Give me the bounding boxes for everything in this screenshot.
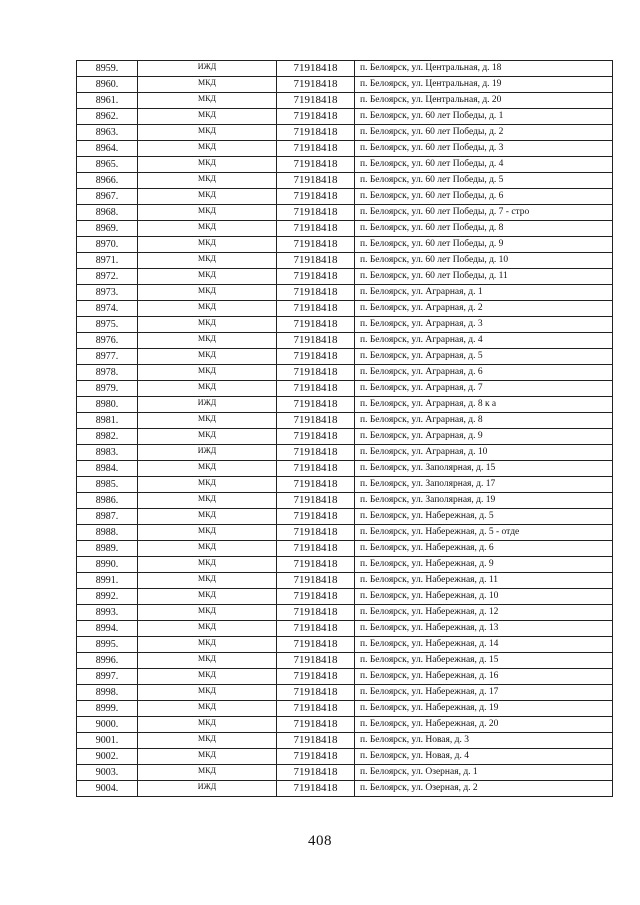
row-number-cell: 8963. xyxy=(77,125,138,141)
table-row xyxy=(77,381,613,397)
oktmo-code-cell: 71918418 xyxy=(277,141,355,157)
row-number-cell: 8999. xyxy=(77,701,138,717)
row-number-cell: 8967. xyxy=(77,189,138,205)
building-type-cell: МКД xyxy=(138,525,277,541)
table-row xyxy=(77,621,613,637)
table-row xyxy=(77,333,613,349)
oktmo-code-cell: 71918418 xyxy=(277,125,355,141)
table-row xyxy=(77,269,613,285)
row-number-cell: 8997. xyxy=(77,669,138,685)
row-number-cell: 8964. xyxy=(77,141,138,157)
address-cell: п. Белоярск, ул. Центральная, д. 20 xyxy=(355,93,613,109)
address-cell: п. Белоярск, ул. 60 лет Победы, д. 1 xyxy=(355,109,613,125)
table-row xyxy=(77,557,613,573)
table-row xyxy=(77,317,613,333)
address-cell: п. Белоярск, ул. Набережная, д. 13 xyxy=(355,621,613,637)
row-number-cell: 8990. xyxy=(77,557,138,573)
table-row xyxy=(77,781,613,797)
building-type-cell: МКД xyxy=(138,221,277,237)
page-number: 408 xyxy=(308,833,332,849)
oktmo-code-cell: 71918418 xyxy=(277,381,355,397)
table-row xyxy=(77,669,613,685)
building-type-cell: МКД xyxy=(138,765,277,781)
oktmo-code-cell: 71918418 xyxy=(277,509,355,525)
row-number-cell: 8961. xyxy=(77,93,138,109)
address-cell: п. Белоярск, ул. Аграрная, д. 2 xyxy=(355,301,613,317)
address-cell: п. Белоярск, ул. Набережная, д. 5 xyxy=(355,509,613,525)
table-row xyxy=(77,397,613,413)
table-row xyxy=(77,205,613,221)
building-type-cell: МКД xyxy=(138,669,277,685)
table-row xyxy=(77,189,613,205)
address-cell: п. Белоярск, ул. 60 лет Победы, д. 5 xyxy=(355,173,613,189)
building-type-cell: МКД xyxy=(138,269,277,285)
address-cell: п. Белоярск, ул. Набережная, д. 12 xyxy=(355,605,613,621)
address-cell: п. Белоярск, ул. Набережная, д. 11 xyxy=(355,573,613,589)
building-type-cell: МКД xyxy=(138,509,277,525)
oktmo-code-cell: 71918418 xyxy=(277,237,355,253)
oktmo-code-cell: 71918418 xyxy=(277,733,355,749)
address-cell: п. Белоярск, ул. Аграрная, д. 7 xyxy=(355,381,613,397)
row-number-cell: 9003. xyxy=(77,765,138,781)
table-row xyxy=(77,141,613,157)
oktmo-code-cell: 71918418 xyxy=(277,221,355,237)
building-type-cell: МКД xyxy=(138,733,277,749)
table-row xyxy=(77,365,613,381)
row-number-cell: 8983. xyxy=(77,445,138,461)
building-type-cell: ИЖД xyxy=(138,397,277,413)
address-cell: п. Белоярск, ул. Заполярная, д. 17 xyxy=(355,477,613,493)
oktmo-code-cell: 71918418 xyxy=(277,333,355,349)
row-number-cell: 8995. xyxy=(77,637,138,653)
row-number-cell: 8971. xyxy=(77,253,138,269)
row-number-cell: 8994. xyxy=(77,621,138,637)
oktmo-code-cell: 71918418 xyxy=(277,765,355,781)
row-number-cell: 8966. xyxy=(77,173,138,189)
oktmo-code-cell: 71918418 xyxy=(277,365,355,381)
table-row xyxy=(77,701,613,717)
oktmo-code-cell: 71918418 xyxy=(277,157,355,173)
table-row xyxy=(77,477,613,493)
table-row xyxy=(77,109,613,125)
table-row xyxy=(77,717,613,733)
row-number-cell: 9000. xyxy=(77,717,138,733)
row-number-cell: 8981. xyxy=(77,413,138,429)
oktmo-code-cell: 71918418 xyxy=(277,445,355,461)
building-type-cell: МКД xyxy=(138,461,277,477)
building-type-cell: МКД xyxy=(138,317,277,333)
oktmo-code-cell: 71918418 xyxy=(277,301,355,317)
oktmo-code-cell: 71918418 xyxy=(277,781,355,797)
table-row xyxy=(77,237,613,253)
building-type-cell: МКД xyxy=(138,157,277,173)
row-number-cell: 8998. xyxy=(77,685,138,701)
oktmo-code-cell: 71918418 xyxy=(277,413,355,429)
oktmo-code-cell: 71918418 xyxy=(277,109,355,125)
table-row xyxy=(77,589,613,605)
table-row xyxy=(77,493,613,509)
table-row xyxy=(77,429,613,445)
address-cell: п. Белоярск, ул. Набережная, д. 17 xyxy=(355,685,613,701)
address-cell: п. Белоярск, ул. Озерная, д. 1 xyxy=(355,765,613,781)
oktmo-code-cell: 71918418 xyxy=(277,253,355,269)
building-type-cell: МКД xyxy=(138,125,277,141)
address-cell: п. Белоярск, ул. Набережная, д. 10 xyxy=(355,589,613,605)
oktmo-code-cell: 71918418 xyxy=(277,653,355,669)
table-row xyxy=(77,509,613,525)
table-row xyxy=(77,541,613,557)
row-number-cell: 8992. xyxy=(77,589,138,605)
address-cell: п. Белоярск, ул. Набережная, д. 5 - отде xyxy=(355,525,613,541)
row-number-cell: 8982. xyxy=(77,429,138,445)
oktmo-code-cell: 71918418 xyxy=(277,349,355,365)
table-row xyxy=(77,637,613,653)
table-row xyxy=(77,685,613,701)
row-number-cell: 9002. xyxy=(77,749,138,765)
row-number-cell: 8996. xyxy=(77,653,138,669)
address-cell: п. Белоярск, ул. 60 лет Победы, д. 8 xyxy=(355,221,613,237)
table-row xyxy=(77,605,613,621)
building-type-cell: МКД xyxy=(138,189,277,205)
building-type-cell: МКД xyxy=(138,173,277,189)
building-type-cell: МКД xyxy=(138,685,277,701)
building-type-cell: МКД xyxy=(138,477,277,493)
building-type-cell: МКД xyxy=(138,253,277,269)
oktmo-code-cell: 71918418 xyxy=(277,77,355,93)
address-cell: п. Белоярск, ул. 60 лет Победы, д. 4 xyxy=(355,157,613,173)
oktmo-code-cell: 71918418 xyxy=(277,573,355,589)
table-row xyxy=(77,157,613,173)
oktmo-code-cell: 71918418 xyxy=(277,93,355,109)
table-row xyxy=(77,749,613,765)
row-number-cell: 8987. xyxy=(77,509,138,525)
address-cell: п. Белоярск, ул. Центральная, д. 18 xyxy=(355,61,613,77)
row-number-cell: 8965. xyxy=(77,157,138,173)
row-number-cell: 8986. xyxy=(77,493,138,509)
address-cell: п. Белоярск, ул. Новая, д. 3 xyxy=(355,733,613,749)
row-number-cell: 8969. xyxy=(77,221,138,237)
oktmo-code-cell: 71918418 xyxy=(277,477,355,493)
address-cell: п. Белоярск, ул. 60 лет Победы, д. 2 xyxy=(355,125,613,141)
oktmo-code-cell: 71918418 xyxy=(277,557,355,573)
building-type-cell: МКД xyxy=(138,109,277,125)
building-type-cell: МКД xyxy=(138,365,277,381)
oktmo-code-cell: 71918418 xyxy=(277,717,355,733)
table-row xyxy=(77,765,613,781)
building-type-cell: МКД xyxy=(138,493,277,509)
building-type-cell: МКД xyxy=(138,77,277,93)
address-cell: п. Белоярск, ул. Аграрная, д. 8 xyxy=(355,413,613,429)
address-cell: п. Белоярск, ул. Аграрная, д. 1 xyxy=(355,285,613,301)
address-cell: п. Белоярск, ул. Заполярная, д. 15 xyxy=(355,461,613,477)
address-cell: п. Белоярск, ул. Набережная, д. 16 xyxy=(355,669,613,685)
address-cell: п. Белоярск, ул. Центральная, д. 19 xyxy=(355,77,613,93)
oktmo-code-cell: 71918418 xyxy=(277,285,355,301)
building-type-cell: МКД xyxy=(138,749,277,765)
building-type-cell: МКД xyxy=(138,333,277,349)
building-type-cell: МКД xyxy=(138,413,277,429)
table-row xyxy=(77,413,613,429)
building-type-cell: МКД xyxy=(138,237,277,253)
address-cell: п. Белоярск, ул. Набережная, д. 6 xyxy=(355,541,613,557)
oktmo-code-cell: 71918418 xyxy=(277,621,355,637)
address-cell: п. Белоярск, ул. 60 лет Победы, д. 7 - стро xyxy=(355,205,613,221)
oktmo-code-cell: 71918418 xyxy=(277,589,355,605)
oktmo-code-cell: 71918418 xyxy=(277,429,355,445)
oktmo-code-cell: 71918418 xyxy=(277,205,355,221)
address-cell: п. Белоярск, ул. Набережная, д. 19 xyxy=(355,701,613,717)
address-cell: п. Белоярск, ул. Аграрная, д. 8 к а xyxy=(355,397,613,413)
address-cell: п. Белоярск, ул. Аграрная, д. 9 xyxy=(355,429,613,445)
table-row xyxy=(77,221,613,237)
row-number-cell: 9004. xyxy=(77,781,138,797)
building-type-cell: МКД xyxy=(138,93,277,109)
building-type-cell: МКД xyxy=(138,141,277,157)
row-number-cell: 8968. xyxy=(77,205,138,221)
oktmo-code-cell: 71918418 xyxy=(277,749,355,765)
building-type-cell: МКД xyxy=(138,637,277,653)
table-row xyxy=(77,445,613,461)
building-type-cell: МКД xyxy=(138,621,277,637)
row-number-cell: 8989. xyxy=(77,541,138,557)
row-number-cell: 8979. xyxy=(77,381,138,397)
address-cell: п. Белоярск, ул. 60 лет Победы, д. 9 xyxy=(355,237,613,253)
row-number-cell: 8977. xyxy=(77,349,138,365)
building-type-cell: МКД xyxy=(138,205,277,221)
row-number-cell: 8962. xyxy=(77,109,138,125)
table-row xyxy=(77,653,613,669)
address-cell: п. Белоярск, ул. Набережная, д. 14 xyxy=(355,637,613,653)
table-row xyxy=(77,733,613,749)
address-cell: п. Белоярск, ул. Набережная, д. 20 xyxy=(355,717,613,733)
table-row xyxy=(77,285,613,301)
address-cell: п. Белоярск, ул. Набережная, д. 9 xyxy=(355,557,613,573)
row-number-cell: 8960. xyxy=(77,77,138,93)
oktmo-code-cell: 71918418 xyxy=(277,685,355,701)
oktmo-code-cell: 71918418 xyxy=(277,317,355,333)
address-cell: п. Белоярск, ул. Аграрная, д. 10 xyxy=(355,445,613,461)
row-number-cell: 8985. xyxy=(77,477,138,493)
table-body xyxy=(77,61,613,797)
row-number-cell: 8984. xyxy=(77,461,138,477)
building-type-cell: МКД xyxy=(138,589,277,605)
table-row xyxy=(77,349,613,365)
address-cell: п. Белоярск, ул. 60 лет Победы, д. 6 xyxy=(355,189,613,205)
address-cell: п. Белоярск, ул. Аграрная, д. 5 xyxy=(355,349,613,365)
table-row xyxy=(77,93,613,109)
row-number-cell: 8993. xyxy=(77,605,138,621)
housing-registry-table xyxy=(76,60,613,797)
oktmo-code-cell: 71918418 xyxy=(277,701,355,717)
oktmo-code-cell: 71918418 xyxy=(277,269,355,285)
row-number-cell: 8978. xyxy=(77,365,138,381)
building-type-cell: МКД xyxy=(138,381,277,397)
oktmo-code-cell: 71918418 xyxy=(277,637,355,653)
table-row xyxy=(77,573,613,589)
table-row xyxy=(77,301,613,317)
building-type-cell: МКД xyxy=(138,605,277,621)
address-cell: п. Белоярск, ул. Озерная, д. 2 xyxy=(355,781,613,797)
address-cell: п. Белоярск, ул. Заполярная, д. 19 xyxy=(355,493,613,509)
address-cell: п. Белоярск, ул. Аграрная, д. 6 xyxy=(355,365,613,381)
building-type-cell: ИЖД xyxy=(138,445,277,461)
oktmo-code-cell: 71918418 xyxy=(277,461,355,477)
building-type-cell: МКД xyxy=(138,557,277,573)
building-type-cell: МКД xyxy=(138,349,277,365)
building-type-cell: МКД xyxy=(138,541,277,557)
building-type-cell: МКД xyxy=(138,573,277,589)
row-number-cell: 8973. xyxy=(77,285,138,301)
address-cell: п. Белоярск, ул. 60 лет Победы, д. 11 xyxy=(355,269,613,285)
building-type-cell: МКД xyxy=(138,301,277,317)
building-type-cell: МКД xyxy=(138,701,277,717)
row-number-cell: 8974. xyxy=(77,301,138,317)
oktmo-code-cell: 71918418 xyxy=(277,493,355,509)
oktmo-code-cell: 71918418 xyxy=(277,669,355,685)
oktmo-code-cell: 71918418 xyxy=(277,605,355,621)
row-number-cell: 8972. xyxy=(77,269,138,285)
row-number-cell: 8988. xyxy=(77,525,138,541)
oktmo-code-cell: 71918418 xyxy=(277,61,355,77)
row-number-cell: 8959. xyxy=(77,61,138,77)
table-row xyxy=(77,173,613,189)
table-row xyxy=(77,253,613,269)
table-row xyxy=(77,461,613,477)
row-number-cell: 8970. xyxy=(77,237,138,253)
row-number-cell: 8991. xyxy=(77,573,138,589)
building-type-cell: ИЖД xyxy=(138,61,277,77)
address-cell: п. Белоярск, ул. Аграрная, д. 4 xyxy=(355,333,613,349)
building-type-cell: МКД xyxy=(138,717,277,733)
oktmo-code-cell: 71918418 xyxy=(277,397,355,413)
address-cell: п. Белоярск, ул. Аграрная, д. 3 xyxy=(355,317,613,333)
building-type-cell: МКД xyxy=(138,653,277,669)
table-row xyxy=(77,525,613,541)
oktmo-code-cell: 71918418 xyxy=(277,541,355,557)
building-type-cell: МКД xyxy=(138,285,277,301)
oktmo-code-cell: 71918418 xyxy=(277,173,355,189)
address-cell: п. Белоярск, ул. 60 лет Победы, д. 3 xyxy=(355,141,613,157)
building-type-cell: ИЖД xyxy=(138,781,277,797)
row-number-cell: 8980. xyxy=(77,397,138,413)
address-cell: п. Белоярск, ул. Новая, д. 4 xyxy=(355,749,613,765)
row-number-cell: 8976. xyxy=(77,333,138,349)
building-type-cell: МКД xyxy=(138,429,277,445)
oktmo-code-cell: 71918418 xyxy=(277,525,355,541)
row-number-cell: 8975. xyxy=(77,317,138,333)
address-cell: п. Белоярск, ул. Набережная, д. 15 xyxy=(355,653,613,669)
table-row xyxy=(77,77,613,93)
table-row xyxy=(77,61,613,77)
row-number-cell: 9001. xyxy=(77,733,138,749)
oktmo-code-cell: 71918418 xyxy=(277,189,355,205)
table-row xyxy=(77,125,613,141)
address-cell: п. Белоярск, ул. 60 лет Победы, д. 10 xyxy=(355,253,613,269)
